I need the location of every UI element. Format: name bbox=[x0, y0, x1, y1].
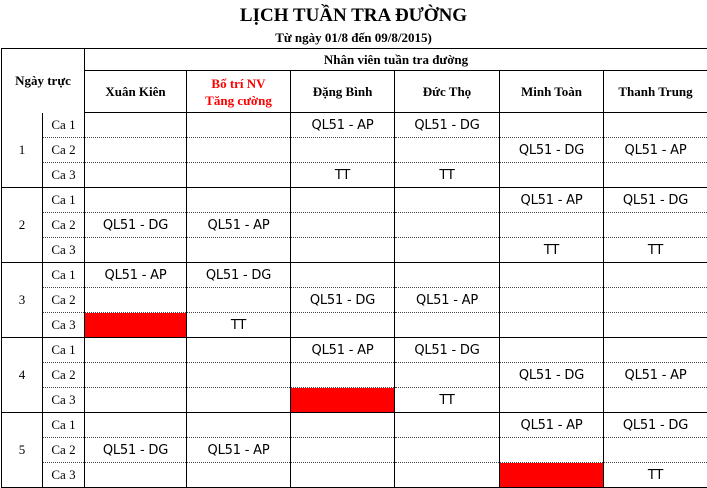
staff-header-4 bbox=[500, 71, 604, 113]
schedule-row bbox=[2, 463, 707, 488]
assignment-cell bbox=[395, 413, 500, 438]
staff-name-line1: Minh Toàn bbox=[520, 83, 583, 99]
assignment-cell bbox=[395, 438, 500, 463]
shift-label: Ca 2 bbox=[43, 138, 85, 163]
assignment-cell bbox=[395, 363, 500, 388]
assignment-cell bbox=[291, 313, 395, 338]
assignment-cell bbox=[291, 238, 395, 263]
schedule-row bbox=[2, 388, 707, 413]
assignment-cell: QL51 - AP bbox=[500, 188, 604, 213]
assignment-cell bbox=[291, 213, 395, 238]
assignment-cell bbox=[291, 363, 395, 388]
assignment-cell bbox=[291, 463, 395, 488]
shift-label: Ca 3 bbox=[43, 238, 85, 263]
assignment-cell bbox=[500, 288, 604, 313]
assignment-cell: QL51 - DG bbox=[395, 113, 500, 138]
assignment-cell: QL51 - DG bbox=[500, 363, 604, 388]
assignment-cell bbox=[85, 463, 187, 488]
staff-name-line1: Thanh Trung bbox=[618, 83, 693, 99]
assignment-cell bbox=[395, 463, 500, 488]
staff-name-line1: Xuân Kiên bbox=[105, 83, 166, 99]
schedule-row bbox=[2, 213, 707, 238]
assignment-cell: QL51 - AP bbox=[604, 363, 707, 388]
assignment-cell bbox=[604, 113, 707, 138]
assignment-cell bbox=[85, 388, 187, 413]
assignment-cell: QL51 - DG bbox=[395, 338, 500, 363]
shift-label: Ca 1 bbox=[43, 338, 85, 363]
shift-label: Ca 3 bbox=[43, 313, 85, 338]
schedule-row bbox=[2, 163, 707, 188]
assignment-cell bbox=[187, 463, 291, 488]
assignment-cell: TT bbox=[395, 163, 500, 188]
assignment-cell bbox=[395, 138, 500, 163]
page-subtitle: Từ ngày 01/8 đến 09/8/2015) bbox=[275, 30, 432, 45]
staff-group-header: Nhân viên tuần tra đường bbox=[85, 49, 707, 71]
assignment-cell: QL51 - DG bbox=[500, 138, 604, 163]
page-title: LỊCH TUẦN TRA ĐƯỜNG bbox=[239, 5, 468, 26]
assignment-cell bbox=[500, 113, 604, 138]
schedule-row bbox=[2, 288, 707, 313]
staff-header-5 bbox=[604, 71, 707, 113]
assignment-cell bbox=[85, 113, 187, 138]
assignment-cell: TT bbox=[395, 388, 500, 413]
assignment-cell: QL51 - AP bbox=[395, 288, 500, 313]
assignment-cell: TT bbox=[187, 313, 291, 338]
day-column-header: Ngày trực bbox=[2, 49, 85, 113]
assignment-cell bbox=[604, 263, 707, 288]
assignment-cell bbox=[85, 363, 187, 388]
assignment-cell bbox=[291, 263, 395, 288]
assignment-cell: QL51 - DG bbox=[604, 188, 707, 213]
assignment-cell bbox=[604, 163, 707, 188]
schedule-row bbox=[2, 438, 707, 463]
staff-header-2 bbox=[291, 71, 395, 113]
assignment-cell bbox=[291, 188, 395, 213]
shift-label: Ca 2 bbox=[43, 438, 85, 463]
assignment-cell bbox=[85, 138, 187, 163]
staff-header-3 bbox=[395, 71, 500, 113]
schedule-row bbox=[2, 338, 707, 363]
assignment-cell bbox=[395, 238, 500, 263]
assignment-cell bbox=[187, 288, 291, 313]
assignment-cell: QL51 - DG bbox=[291, 288, 395, 313]
shift-label: Ca 2 bbox=[43, 288, 85, 313]
assignment-cell bbox=[500, 338, 604, 363]
staff-name-line1: Đặng Bình bbox=[312, 83, 373, 99]
assignment-cell bbox=[395, 263, 500, 288]
schedule-row bbox=[2, 138, 707, 163]
staff-name-line2: Tăng cường bbox=[205, 92, 272, 108]
shift-label: Ca 1 bbox=[43, 413, 85, 438]
assignment-cell: QL51 - AP bbox=[187, 213, 291, 238]
assignment-cell bbox=[187, 188, 291, 213]
assignment-cell: TT bbox=[500, 238, 604, 263]
staff-name-line1: Đức Thọ bbox=[422, 83, 472, 99]
assignment-cell bbox=[395, 188, 500, 213]
assignment-cell: QL51 - AP bbox=[291, 113, 395, 138]
assignment-cell bbox=[291, 438, 395, 463]
assignment-cell bbox=[85, 188, 187, 213]
schedule-row bbox=[2, 113, 707, 138]
day-number: 3 bbox=[2, 263, 43, 338]
assignment-cell: QL51 - AP bbox=[85, 263, 187, 288]
assignment-cell: QL51 - DG bbox=[85, 438, 187, 463]
day-number: 2 bbox=[2, 188, 43, 263]
shift-label: Ca 1 bbox=[43, 113, 85, 138]
assignment-cell: QL51 - DG bbox=[85, 213, 187, 238]
assignment-cell bbox=[187, 138, 291, 163]
schedule-row bbox=[2, 263, 707, 288]
assignment-cell bbox=[187, 388, 291, 413]
day-number: 5 bbox=[2, 413, 43, 488]
staff-header-1 bbox=[187, 71, 291, 113]
shift-label: Ca 1 bbox=[43, 263, 85, 288]
day-number: 1 bbox=[2, 113, 43, 188]
assignment-cell bbox=[500, 388, 604, 413]
staff-header-0 bbox=[85, 71, 187, 113]
assignment-cell: QL51 - DG bbox=[604, 413, 707, 438]
assignment-cell bbox=[500, 213, 604, 238]
assignment-cell bbox=[291, 138, 395, 163]
assignment-cell: QL51 - AP bbox=[500, 413, 604, 438]
staff-name-line1: Bố trí NV bbox=[211, 75, 266, 91]
assignment-cell bbox=[604, 338, 707, 363]
assignment-cell bbox=[85, 338, 187, 363]
shift-label: Ca 2 bbox=[43, 213, 85, 238]
assignment-cell bbox=[85, 288, 187, 313]
day-number: 4 bbox=[2, 338, 43, 413]
assignment-cell bbox=[85, 163, 187, 188]
assignment-cell: TT bbox=[604, 463, 707, 488]
assignment-cell bbox=[187, 413, 291, 438]
highlighted-cell bbox=[291, 388, 395, 413]
assignment-cell bbox=[395, 213, 500, 238]
highlighted-cell bbox=[500, 463, 604, 488]
assignment-cell: QL51 - AP bbox=[604, 138, 707, 163]
assignment-cell bbox=[604, 388, 707, 413]
schedule-table bbox=[1, 48, 707, 488]
shift-label: Ca 3 bbox=[43, 163, 85, 188]
assignment-cell: TT bbox=[604, 238, 707, 263]
assignment-cell bbox=[187, 238, 291, 263]
schedule-row bbox=[2, 238, 707, 263]
assignment-cell bbox=[604, 438, 707, 463]
assignment-cell bbox=[187, 113, 291, 138]
assignment-cell bbox=[85, 238, 187, 263]
assignment-cell: QL51 - AP bbox=[187, 438, 291, 463]
schedule-row bbox=[2, 313, 707, 338]
assignment-cell: TT bbox=[291, 163, 395, 188]
shift-label: Ca 3 bbox=[43, 463, 85, 488]
assignment-cell bbox=[500, 438, 604, 463]
shift-label: Ca 1 bbox=[43, 188, 85, 213]
assignment-cell bbox=[500, 263, 604, 288]
assignment-cell bbox=[604, 313, 707, 338]
schedule-row bbox=[2, 413, 707, 438]
schedule-row bbox=[2, 363, 707, 388]
assignment-cell bbox=[500, 313, 604, 338]
assignment-cell bbox=[604, 288, 707, 313]
assignment-cell bbox=[187, 338, 291, 363]
assignment-cell bbox=[500, 163, 604, 188]
assignment-cell bbox=[187, 363, 291, 388]
assignment-cell: QL51 - AP bbox=[291, 338, 395, 363]
schedule-row bbox=[2, 188, 707, 213]
highlighted-cell bbox=[85, 313, 187, 338]
assignment-cell bbox=[187, 163, 291, 188]
assignment-cell bbox=[604, 213, 707, 238]
shift-label: Ca 2 bbox=[43, 363, 85, 388]
assignment-cell bbox=[291, 413, 395, 438]
shift-label: Ca 3 bbox=[43, 388, 85, 413]
assignment-cell: QL51 - DG bbox=[187, 263, 291, 288]
assignment-cell bbox=[85, 413, 187, 438]
assignment-cell bbox=[395, 313, 500, 338]
